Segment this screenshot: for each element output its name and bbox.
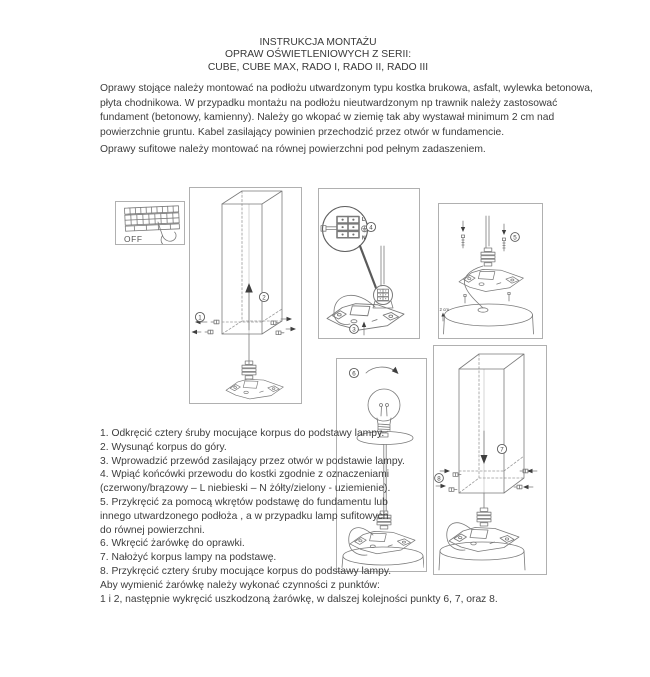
instruction-line: 5. Przykręcić za pomocą wkrętów podstawę do fundamentu lub bbox=[100, 496, 388, 508]
base-plate-drawing bbox=[449, 528, 519, 552]
ceiling-note-text: Oprawy sufitowe należy montować na równej powierzchni pod pełnym zadaszeniem. bbox=[100, 144, 486, 155]
instruction-line: 6. Wkręcić żarówkę do oprawki. bbox=[100, 538, 245, 550]
magnifier-terminal-block bbox=[321, 207, 368, 252]
svg-text:3: 3 bbox=[352, 326, 356, 334]
cables bbox=[486, 216, 489, 248]
step-5-marker bbox=[511, 233, 520, 242]
instruction-line: Aby wymienić żarówkę należy wykonać czynności z punktów: bbox=[100, 579, 380, 591]
step-2-marker bbox=[259, 292, 268, 301]
anchor-pins bbox=[464, 293, 510, 304]
step-panel-reassemble bbox=[433, 345, 547, 575]
cable-and-socket bbox=[477, 493, 491, 526]
cable-up-arrow bbox=[362, 322, 366, 336]
ceiling-note bbox=[100, 143, 570, 158]
intro-line: Oprawy stojące należy montować na podłożu utwardzonym typu kostka brukowa, asfalt, wylewka betonowa, bbox=[100, 83, 593, 94]
socket-drawing bbox=[481, 248, 495, 266]
magnifier-pointer-line bbox=[360, 246, 376, 288]
hand-icon bbox=[158, 222, 176, 244]
instruction-line: 3. Wprowadzić przewód zasilający przez otwór w podstawie lampy. bbox=[100, 455, 405, 467]
intro-paragraph bbox=[100, 82, 593, 140]
document-title bbox=[0, 37, 636, 74]
svg-text:7: 7 bbox=[500, 446, 504, 454]
intro-line: powierzchnie gruntu. Kabel zasilający powinien przechodzić przez otwór w fundamencie. bbox=[100, 126, 505, 138]
terminal-line-label: L bbox=[362, 217, 366, 223]
foundation-drawing bbox=[439, 204, 540, 336]
rotate-arrow-icon bbox=[366, 367, 399, 374]
wiring-drawing bbox=[319, 189, 417, 336]
lift-arrow-icon bbox=[245, 283, 253, 330]
instruction-line: 7. Nałożyć korpus lampy na podstawę. bbox=[100, 552, 277, 564]
instruction-line: (czerwony/brązowy – L niebieski – N żółty/zielony - uziemienie). bbox=[100, 483, 391, 495]
instruction-list bbox=[100, 427, 498, 606]
foundation-cylinder bbox=[444, 304, 534, 334]
lamp-body-drawing bbox=[190, 188, 299, 401]
base-plate-drawing bbox=[459, 269, 523, 291]
svg-text:6: 6 bbox=[352, 370, 356, 378]
instruction-line: 2. Wysunąć korpus do góry. bbox=[100, 441, 227, 453]
instruction-line: innego utwardzonego podłoża , a w przypadku lamp sufitowych bbox=[100, 510, 389, 522]
instruction-line: do równej powierzchni. bbox=[100, 524, 205, 536]
step-7-marker bbox=[497, 444, 506, 453]
step-1-marker bbox=[195, 312, 204, 321]
circuit-breaker-drawing bbox=[116, 202, 184, 244]
title-line-1: INSTRUKCJA MONTAŻU bbox=[259, 37, 377, 48]
intro-line: płyta chodnikowa. W przypadku montażu na podłożu nieutwardzonym np trawnik należy zastosować bbox=[100, 97, 558, 109]
lower-arrow-icon bbox=[481, 431, 488, 464]
off-label: OFF bbox=[124, 234, 143, 244]
title-line-2: OPRAW OŚWIETLENIOWYCH Z SERII: bbox=[224, 49, 412, 61]
title-line-3: CUBE, CUBE MAX, RADO I, RADO II, RADO III bbox=[207, 61, 429, 73]
step-panel-fix-base bbox=[438, 203, 543, 339]
screws-down-icons bbox=[461, 221, 506, 251]
step-6-marker bbox=[349, 368, 358, 377]
step-panel-unscrew-body bbox=[189, 187, 302, 404]
foundation-cylinder bbox=[439, 542, 525, 570]
base-plate-drawing bbox=[226, 379, 283, 399]
instruction-line: 1. Odkręcić cztery śruby mocujące korpus do podstawy lampy. bbox=[100, 428, 385, 439]
power-off-inset bbox=[115, 201, 185, 245]
lamp-cube-body bbox=[222, 191, 282, 334]
svg-text:1: 1 bbox=[198, 314, 202, 322]
step-panel-wiring bbox=[318, 188, 420, 339]
step-3-marker bbox=[350, 325, 359, 334]
cables bbox=[381, 246, 384, 286]
lamp-cube-body bbox=[459, 354, 524, 493]
reassemble-drawing bbox=[434, 346, 544, 572]
svg-text:4: 4 bbox=[369, 224, 373, 232]
svg-text:2 cm: 2 cm bbox=[439, 307, 450, 312]
screws-out-icons bbox=[192, 317, 297, 335]
svg-text:2: 2 bbox=[262, 294, 266, 302]
terminal-neutral-label: N bbox=[362, 235, 366, 242]
cable-and-socket bbox=[242, 334, 256, 379]
instruction-line: 4. Wpiąć końcówki przewodu do kostki zgodnie z oznaczeniami bbox=[100, 469, 390, 481]
instruction-line: 8. Przykręcić cztery śruby mocujące korpus do podstawy lampy. bbox=[100, 565, 392, 577]
intro-line: fundament (betonowy, kamienny). Należy go wkopać w ziemię tak aby wystawał minimum 2 cm nad bbox=[100, 112, 555, 123]
step-4-marker bbox=[366, 222, 375, 231]
svg-text:8: 8 bbox=[437, 475, 441, 483]
svg-text:5: 5 bbox=[513, 234, 517, 242]
circuit-breaker-icon bbox=[125, 206, 180, 231]
instruction-line: 1 i 2, następnie wykręcić uszkodzoną żarówkę, w dalszej kolejności punkty 6, 7, oraz 8. bbox=[100, 593, 498, 605]
